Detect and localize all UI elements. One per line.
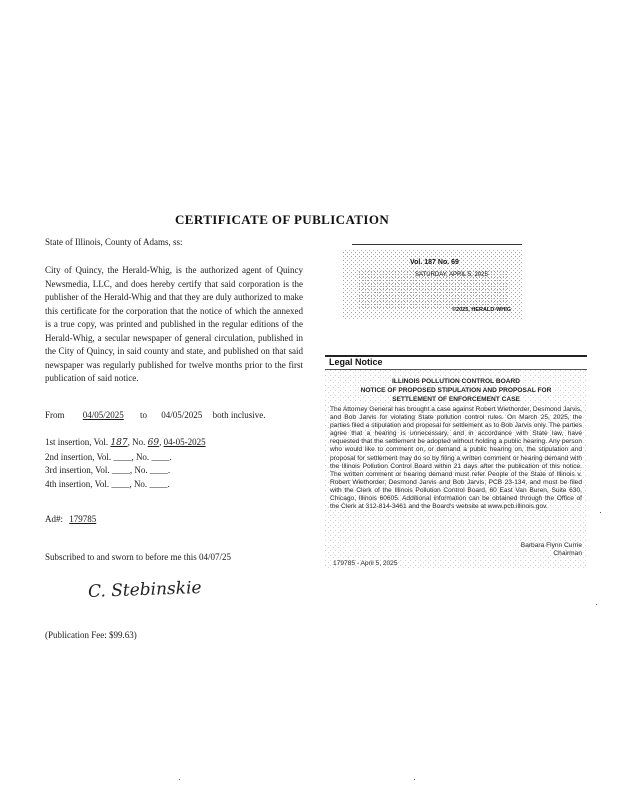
- certificate-title: CERTIFICATE OF PUBLICATION: [175, 212, 390, 227]
- insertion-no: ____.: [149, 465, 171, 475]
- stamp-volume: Vol. 187 No. 69: [410, 259, 459, 266]
- notice-signer-name: Barbara Flynn Currie: [520, 542, 582, 549]
- scan-speck: [414, 779, 415, 780]
- scan-speck: [600, 512, 601, 513]
- insertion-no-label: No.: [133, 478, 148, 489]
- insertion-row: 3rd insertion, Vol. ____, No. ____.: [45, 465, 171, 475]
- publication-fee: (Publication Fee: $99.63): [45, 630, 137, 640]
- from-date: 04/05/2025: [82, 410, 124, 420]
- scan-speck: [596, 604, 597, 605]
- insertion-no: 69: [147, 438, 160, 448]
- to-label: to: [140, 410, 148, 420]
- insertion-list: [45, 436, 206, 491]
- insertion-vol: ____: [111, 478, 130, 489]
- insertion-vol: 187: [110, 438, 128, 448]
- insertion-vol: ____: [111, 465, 130, 475]
- publication-period: [45, 409, 266, 423]
- notice-title-2: NOTICE OF PROPOSED STIPULATION AND PROPOSAL FOR: [360, 387, 552, 394]
- insertion-date: 04-05-2025: [163, 437, 206, 447]
- inclusive-suffix: both inclusive.: [212, 410, 266, 420]
- insertion-vol: ____: [113, 451, 132, 462]
- notice-body: The Attorney General has brought a case against Robert Wiethorder, Desmond Jarvis, and Bob Jarvis for violating State pollution control rules. On March 25, 2025, the parties filed a stipulation and proposal for settlement as to Bob Jarvis only. The parties agree that a hearing is unnecessary, and in accordance with State law, have requested that the settlement be adopted without holding a public hearing. Any person who would like to comment on, or demand a public hearing on, the stipulation and proposal for settlement may do so by filing a written comment or hearing demand with the Illinois Pollution Control Board within 21 days after the publication of this notice. The written comment or hearing demand must refer People of the State of Illinois v. Robert Wiethorder, Desmond Jarvis and Bob Jarvis, PCB 23-134, and must be filed with the Clerk of the Illinois Pollution Control Board, 60 East Van Buren, Suite 630, Chicago, Illinois 60605. Additional information can be obtained through the Office of the Clerk at 312-814-3461 and the Board's website at www.pcb.illinois.gov.: [330, 406, 582, 511]
- ad-number-line: [45, 513, 96, 527]
- notice-title-3: SETTLEMENT OF ENFORCEMENT CASE: [392, 396, 520, 403]
- notice-title-1: ILLINOIS POLLUTION CONTROL BOARD: [391, 378, 521, 385]
- notice-footer: 179785 - April 5, 2025: [333, 560, 398, 567]
- to-date: 04/05/2025: [161, 410, 203, 420]
- ad-label: Ad#:: [45, 514, 63, 524]
- insertion-no: ____.: [149, 478, 170, 489]
- stamp-publisher: ©2025, HERALD-WHIG: [452, 307, 512, 313]
- insertion-no-label: No.: [132, 437, 146, 447]
- from-label: From: [45, 410, 65, 420]
- insertion-no-label: No.: [135, 451, 150, 462]
- insertion-row: 2nd insertion, Vol. ____, No. ____.: [45, 451, 172, 462]
- scan-speck: [179, 779, 180, 780]
- insertion-no-label: No.: [134, 465, 148, 475]
- insertion-row: 4th insertion, Vol. ____, No. ____.: [45, 478, 170, 489]
- insertion-label: 1st insertion, Vol.: [45, 437, 109, 447]
- insertion-row: 1st insertion, Vol. 187, No. 69, 04-05-2025: [45, 437, 206, 448]
- signature: C. Stebinskie: [87, 578, 202, 602]
- insertion-label: 2nd insertion, Vol.: [45, 451, 112, 462]
- state-line: State of Illinois, County of Adams, ss:: [45, 237, 183, 247]
- subscribed-line: Subscribed to and sworn to before me this 04/07/25: [45, 552, 231, 562]
- ad-number: 179785: [69, 514, 97, 524]
- notice-signer-title: Chairman: [553, 550, 582, 557]
- insertion-label: 4th insertion, Vol.: [45, 478, 110, 489]
- insertion-label: 3rd insertion, Vol.: [45, 465, 110, 475]
- legal-notice-heading: Legal Notice: [329, 357, 383, 367]
- certification-paragraph: City of Quincy, the Herald-Whig, is the authorized agent of Quincy Newsmedia, LLC, and does hereby certify that said corporation is the publisher of the Herald-Whig and that they are duly authorized to make this certificate for the corporation that the notice of which the annexed is a true copy, was printed and published in the regular editions of the Herald-Whig, a secular newspaper of general circulation, published in the City of Quincy, in said county and state, and published on that said newspaper was regularly published for twelve months prior to the first publication of said notice.: [45, 265, 303, 383]
- stamp-date: SATURDAY, APRIL 5, 2025: [415, 272, 488, 278]
- insertion-no: ____.: [151, 451, 172, 462]
